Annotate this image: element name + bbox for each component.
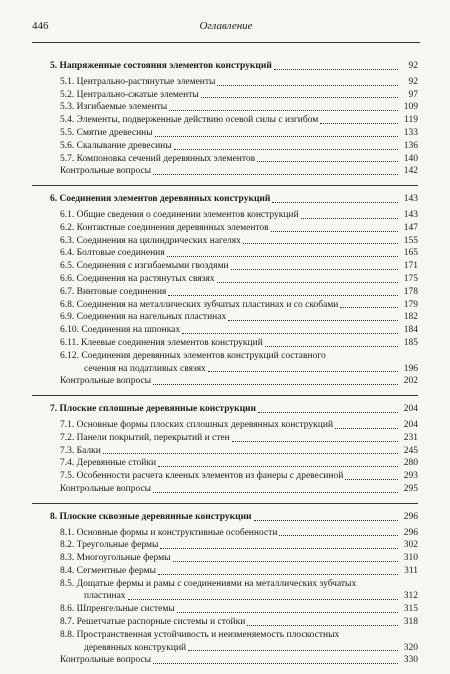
toc-item-page: 97 bbox=[408, 89, 418, 100]
leader-dots bbox=[167, 256, 398, 257]
toc-item[interactable] bbox=[50, 654, 418, 667]
toc-item-page: 175 bbox=[403, 273, 418, 284]
toc-item[interactable] bbox=[50, 76, 418, 89]
table-of-contents bbox=[50, 60, 418, 674]
toc-item-label: 6.11. Клеевые соединения элементов конструкций bbox=[60, 337, 263, 348]
leader-dots bbox=[177, 612, 398, 613]
toc-item-label: 6.3. Соединения на цилиндрических нагелях bbox=[60, 235, 241, 246]
toc-item-label: 6.7. Винтовые соединения bbox=[60, 286, 167, 297]
toc-chapter-page: 92 bbox=[408, 61, 418, 71]
toc-item-page: 165 bbox=[403, 248, 418, 259]
toc-item-label: 6.9. Соединения на нагельных пластинах bbox=[60, 312, 227, 323]
toc-section bbox=[50, 60, 418, 178]
leader-dots bbox=[201, 97, 398, 98]
toc-item[interactable] bbox=[50, 235, 418, 248]
leader-dots bbox=[265, 346, 398, 347]
toc-item-page: 318 bbox=[403, 617, 418, 628]
toc-item[interactable] bbox=[50, 286, 418, 299]
toc-item-label: 8.3. Многоугольные фермы bbox=[60, 553, 171, 564]
toc-item[interactable] bbox=[50, 470, 418, 483]
leader-dots bbox=[345, 479, 398, 480]
leader-dots bbox=[217, 85, 398, 86]
toc-item[interactable] bbox=[50, 127, 418, 140]
page-title: Оглавление bbox=[199, 20, 253, 32]
toc-item-label: 8.6. Шпренгельные системы bbox=[60, 604, 175, 615]
toc-item-page: 142 bbox=[403, 166, 418, 177]
toc-section bbox=[50, 403, 418, 496]
toc-item-label: 5.5. Смятие древесины bbox=[60, 127, 153, 138]
toc-item-page: 312 bbox=[403, 591, 418, 602]
toc-item-page: 231 bbox=[403, 432, 418, 443]
toc-item-page: 310 bbox=[403, 553, 418, 564]
toc-item-page: 295 bbox=[403, 483, 418, 494]
toc-item-label: 8.5. Дощатые фермы и рамы с соединениями на металлических зубчатых bbox=[60, 578, 357, 589]
section-divider bbox=[32, 503, 418, 504]
leader-dots bbox=[257, 161, 398, 162]
toc-item-continuation[interactable] bbox=[50, 363, 418, 376]
toc-item[interactable] bbox=[50, 140, 418, 153]
toc-item-label: 5.6. Скалывание древесины bbox=[60, 140, 172, 151]
toc-item[interactable] bbox=[50, 375, 418, 388]
toc-item-label: 6.10. Соединения на шпонках bbox=[60, 325, 181, 336]
toc-item-page: 202 bbox=[403, 376, 418, 387]
leader-dots bbox=[153, 384, 398, 385]
leader-dots bbox=[158, 466, 398, 467]
leader-dots bbox=[231, 269, 398, 270]
leader-dots bbox=[232, 441, 398, 442]
toc-item-label: 6.5. Соединения с изгибаемыми гвоздями bbox=[60, 261, 229, 272]
toc-item-page: 119 bbox=[404, 115, 418, 126]
toc-chapter-page: 143 bbox=[403, 194, 418, 205]
toc-item-page: 330 bbox=[403, 655, 418, 666]
leader-dots bbox=[243, 243, 398, 244]
toc-item-label: 5.7. Компоновка сечений деревянных элементов bbox=[60, 153, 256, 164]
leader-dots bbox=[228, 320, 398, 321]
toc-item-label: 5.4. Элементы, подверженные действию осевой силы с изгибом bbox=[60, 115, 319, 126]
toc-chapter-label: 7. Плоские сплошные деревянные конструкции bbox=[50, 404, 256, 415]
toc-item-label-continued: деревянных конструкций bbox=[84, 642, 187, 653]
leader-dots bbox=[103, 453, 398, 454]
toc-item-page: 245 bbox=[403, 445, 418, 456]
toc-item[interactable] bbox=[50, 527, 418, 540]
toc-item-page: 315 bbox=[403, 604, 418, 615]
toc-item-page: 302 bbox=[403, 540, 418, 551]
toc-item-label: 6.8. Соединения на металлических зубчатых пластинах и со скобами bbox=[60, 299, 339, 310]
leader-dots bbox=[188, 650, 398, 651]
leader-dots bbox=[274, 69, 398, 70]
toc-item[interactable] bbox=[50, 101, 418, 114]
leader-dots bbox=[173, 561, 399, 562]
leader-dots bbox=[258, 412, 398, 413]
toc-chapter-label: 5. Напряженные состояния элементов конструкций bbox=[50, 61, 272, 71]
toc-item-label: 6.2. Контактные соединения деревянных элементов bbox=[60, 222, 269, 233]
leader-dots bbox=[335, 428, 398, 429]
toc-item-page: 171 bbox=[403, 261, 418, 272]
toc-item-label: 6.4. Болтовые соединения bbox=[60, 248, 165, 259]
toc-section bbox=[50, 511, 418, 668]
toc-item-label: Контрольные вопросы bbox=[60, 166, 152, 177]
toc-item[interactable] bbox=[50, 629, 418, 642]
toc-item[interactable] bbox=[50, 457, 418, 470]
toc-item-label: 5.2. Центрально-сжатые элементы bbox=[60, 89, 199, 100]
toc-chapter-label: 6. Соединения элементов деревянных конструкций bbox=[50, 194, 271, 205]
toc-item-page: 136 bbox=[403, 140, 418, 151]
toc-item-label: Контрольные вопросы bbox=[60, 376, 152, 387]
leader-dots bbox=[217, 282, 398, 283]
toc-item-label: 5.1. Центрально-растянутые элементы bbox=[60, 76, 216, 87]
toc-item[interactable] bbox=[50, 419, 418, 432]
leader-dots bbox=[155, 136, 398, 137]
toc-item-page: 184 bbox=[403, 325, 418, 336]
leader-dots bbox=[254, 520, 398, 521]
leader-dots bbox=[279, 535, 398, 536]
toc-chapter-label: 8. Плоские сквозные деревянные конструкции bbox=[50, 511, 252, 522]
leader-dots bbox=[153, 492, 398, 493]
toc-item[interactable] bbox=[50, 222, 418, 235]
leader-dots bbox=[169, 110, 398, 111]
toc-item[interactable] bbox=[50, 603, 418, 616]
toc-item[interactable] bbox=[50, 552, 418, 565]
header-rule bbox=[32, 42, 420, 43]
leader-dots bbox=[340, 307, 398, 308]
toc-item-label: 8.1. Основные формы и конструктивные особенности bbox=[60, 527, 278, 538]
toc-item-label: Контрольные вопросы bbox=[60, 483, 152, 494]
toc-chapter-page: 296 bbox=[403, 511, 418, 522]
toc-item-page: 109 bbox=[403, 102, 418, 113]
toc-item[interactable] bbox=[50, 616, 418, 629]
toc-item[interactable] bbox=[50, 89, 418, 102]
toc-item[interactable] bbox=[50, 565, 418, 578]
leader-dots bbox=[208, 371, 398, 372]
toc-item-continuation[interactable] bbox=[50, 590, 418, 603]
toc-item-label: 6.12. Соединения деревянных элементов конструкций составного bbox=[60, 350, 326, 361]
toc-item[interactable] bbox=[50, 445, 418, 458]
leader-dots bbox=[272, 202, 398, 203]
toc-item-label: 6.1. Общие сведения о соединении элементов конструкций bbox=[60, 209, 299, 220]
toc-item[interactable] bbox=[50, 153, 418, 166]
toc-item-page: 296 bbox=[403, 527, 418, 538]
toc-item[interactable] bbox=[50, 114, 418, 127]
toc-item[interactable] bbox=[50, 260, 418, 273]
leader-dots bbox=[301, 218, 398, 219]
section-divider bbox=[32, 395, 418, 396]
toc-item-label: 8.7. Решетчатые распорные системы и стойки bbox=[60, 617, 246, 628]
toc-chapter[interactable] bbox=[50, 511, 418, 524]
toc-item-page: 320 bbox=[403, 642, 418, 653]
toc-item-page: 311 bbox=[404, 565, 418, 576]
toc-item-page: 178 bbox=[403, 286, 418, 297]
toc-item[interactable] bbox=[50, 299, 418, 312]
leader-dots bbox=[174, 149, 398, 150]
toc-item-page: 147 bbox=[403, 222, 418, 233]
toc-item-page: 293 bbox=[403, 471, 418, 482]
toc-item-label: 8.4. Сегментные фермы bbox=[60, 565, 156, 576]
toc-item-label-continued: пластинах bbox=[84, 591, 126, 602]
toc-item[interactable] bbox=[50, 483, 418, 496]
toc-item[interactable] bbox=[50, 247, 418, 260]
leader-dots bbox=[271, 231, 398, 232]
leader-dots bbox=[182, 333, 398, 334]
toc-item[interactable] bbox=[50, 578, 418, 591]
page-number: 446 bbox=[32, 20, 49, 32]
toc-item[interactable] bbox=[50, 165, 418, 178]
toc-item-page: 280 bbox=[403, 458, 418, 469]
leader-dots bbox=[128, 599, 398, 600]
toc-item-page: 182 bbox=[403, 312, 418, 323]
toc-item[interactable] bbox=[50, 311, 418, 324]
toc-chapter[interactable] bbox=[50, 60, 418, 73]
toc-item-label: 6.6. Соединения на растянутых связях bbox=[60, 273, 215, 284]
toc-item-page: 140 bbox=[403, 153, 418, 164]
toc-item-label: 7.5. Особенности расчета клееных элементов из фанеры с древесиной bbox=[60, 471, 344, 482]
leader-dots bbox=[158, 574, 398, 575]
toc-item[interactable] bbox=[50, 324, 418, 337]
toc-item[interactable] bbox=[50, 209, 418, 222]
leader-dots bbox=[320, 123, 398, 124]
leader-dots bbox=[153, 663, 398, 664]
toc-item[interactable] bbox=[50, 432, 418, 445]
toc-item-page: 204 bbox=[403, 419, 418, 430]
toc-item-page: 133 bbox=[403, 127, 418, 138]
toc-item[interactable] bbox=[50, 539, 418, 552]
toc-item-page: 92 bbox=[408, 76, 418, 87]
toc-item-label: 5.3. Изгибаемые элементы bbox=[60, 102, 168, 113]
toc-item-page: 143 bbox=[403, 209, 418, 220]
toc-item-label-continued: сечения на податливых связях bbox=[84, 363, 206, 374]
toc-chapter-page: 204 bbox=[403, 404, 418, 415]
leader-dots bbox=[160, 548, 398, 549]
toc-item[interactable] bbox=[50, 273, 418, 286]
toc-item-page: 196 bbox=[403, 363, 418, 374]
section-divider bbox=[32, 185, 418, 186]
toc-item[interactable] bbox=[50, 337, 418, 350]
toc-item-label: 8.8. Пространственная устойчивость и неизменяемость плоскостных bbox=[60, 629, 340, 640]
leader-dots bbox=[153, 174, 398, 175]
page-header bbox=[32, 18, 420, 36]
toc-item-page: 155 bbox=[403, 235, 418, 246]
toc-item[interactable] bbox=[50, 350, 418, 363]
toc-item-page: 185 bbox=[403, 337, 418, 348]
toc-item-label: 8.2. Треугольные фермы bbox=[60, 540, 159, 551]
toc-item-continuation[interactable] bbox=[50, 642, 418, 655]
toc-item-label: 7.1. Основные формы плоских сплошных деревянных конструкций bbox=[60, 419, 334, 430]
leader-dots bbox=[168, 295, 398, 296]
leader-dots bbox=[247, 625, 398, 626]
toc-item-label: 7.2. Панели покрытий, перекрытий и стен bbox=[60, 432, 230, 443]
toc-item-page: 179 bbox=[403, 299, 418, 310]
toc-chapter[interactable] bbox=[50, 193, 418, 206]
toc-section bbox=[50, 193, 418, 388]
toc-item-label: 7.4. Деревянные стойки bbox=[60, 458, 157, 469]
toc-item-label: Контрольные вопросы bbox=[60, 655, 152, 666]
toc-item-label: 7.3. Балки bbox=[60, 445, 101, 456]
toc-chapter[interactable] bbox=[50, 403, 418, 416]
